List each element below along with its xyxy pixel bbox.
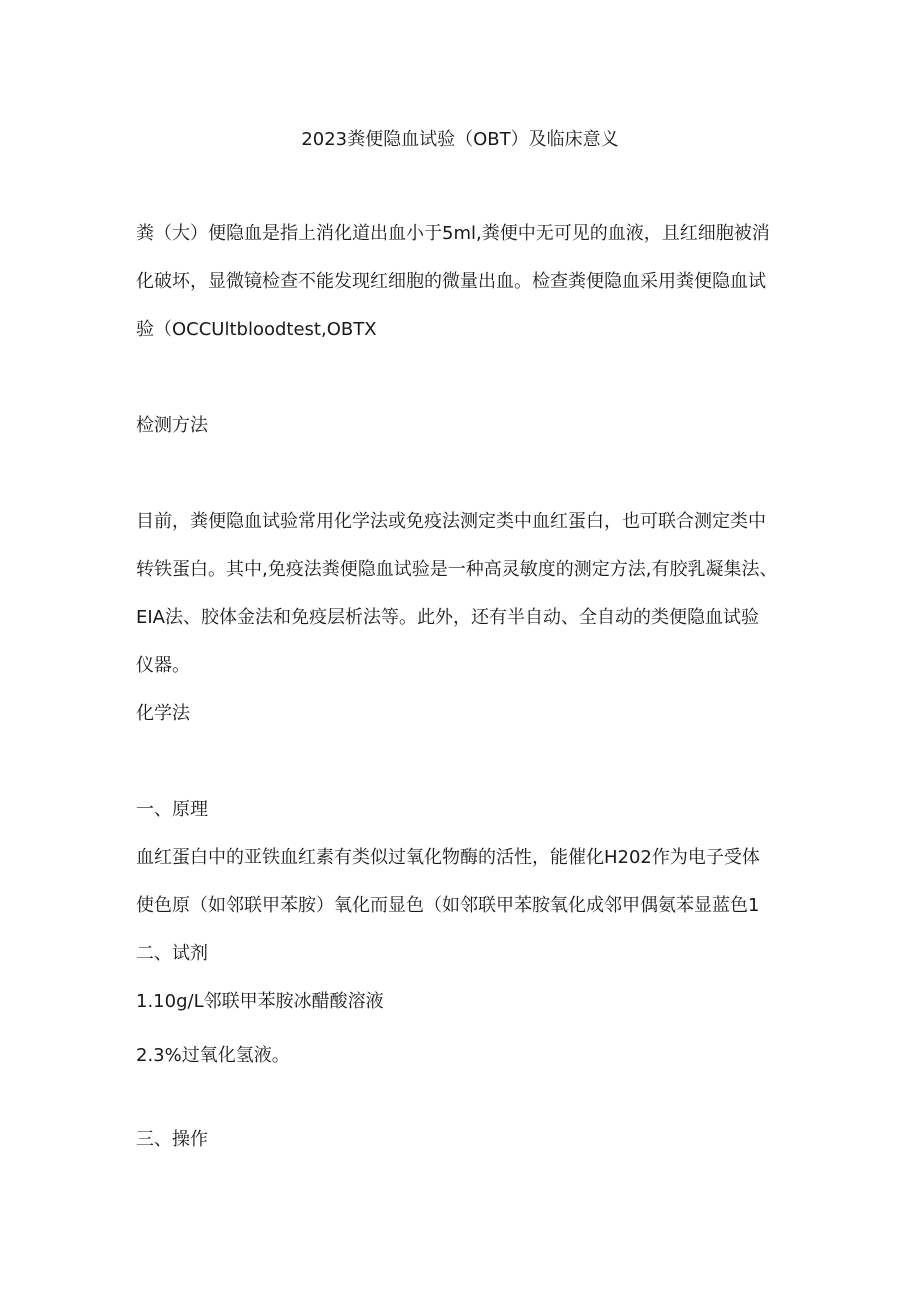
reagent-heading: 二、试剂 [136, 943, 208, 964]
detection-line-4: 仪器。 [136, 655, 190, 676]
intro-line-2: 化破坏，显微镜检查不能发现红细胞的微量出血。检查粪便隐血采用粪便隐血试 [136, 271, 766, 292]
detection-line-3: EIA法、胶体金法和免疫层析法等。此外，还有半自动、全自动的类便隐血试验 [136, 607, 759, 628]
principle-line-2: 使色原（如邻联甲苯胺）氧化而显色（如邻联甲苯胺氧化成邻甲偶氨苯显蓝色1 [136, 895, 760, 916]
intro-line-1: 粪（大）便隐血是指上消化道出血小于5ml,粪便中无可见的血液，且红细胞被消 [136, 223, 770, 244]
detection-line-1: 目前，粪便隐血试验常用化学法或免疫法测定类中血红蛋白，也可联合测定类中 [136, 511, 766, 532]
detection-line-2: 转铁蛋白。其中,免疫法粪便隐血试验是一种高灵敏度的测定方法,有胶乳凝集法、 [136, 559, 778, 580]
principle-line-1: 血红蛋白中的亚铁血红素有类似过氧化物酶的活性，能催化H202作为电子受体 [136, 847, 760, 868]
reagent-item-1: 1.10g/L邻联甲苯胺冰醋酸溶液 [136, 991, 384, 1012]
operation-heading: 三、操作 [136, 1129, 208, 1150]
section-heading-chemical: 化学法 [136, 703, 190, 724]
principle-heading: 一、原理 [136, 799, 208, 820]
reagent-item-2: 2.3%过氧化氢液。 [136, 1045, 290, 1066]
section-heading-detection: 检测方法 [136, 415, 208, 436]
intro-line-3: 验（OCCUltbloodtest,OBTX [136, 319, 377, 340]
document-title: 2023粪便隐血试验（OBT）及临床意义 [301, 129, 619, 150]
